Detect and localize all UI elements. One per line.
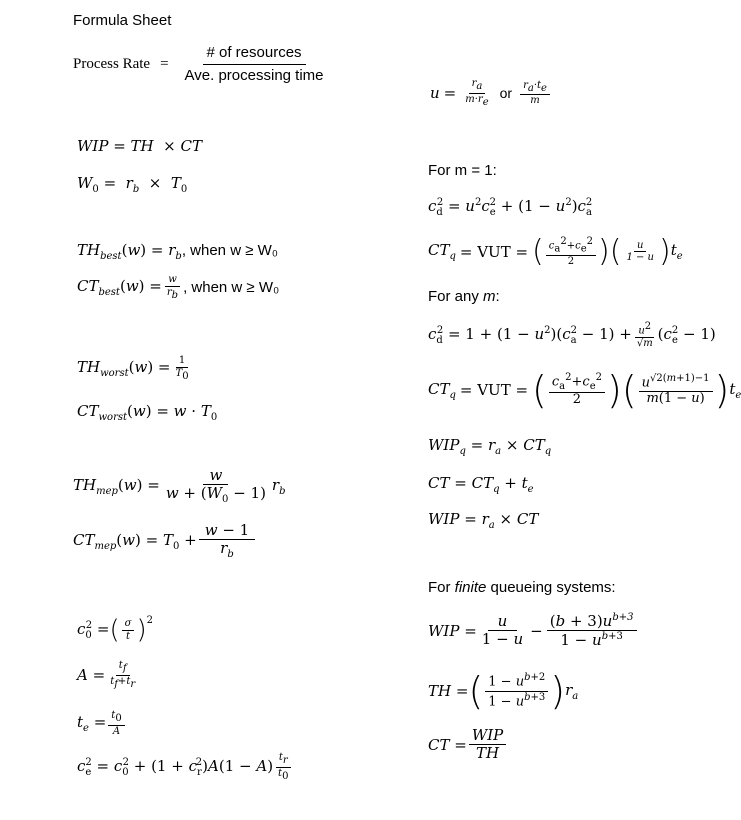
th-best-formula: $TH_{best}(w) = r_b$, when w ≥ W₀ <box>77 241 278 262</box>
th-finite-formula: TH = ( $\frac{1 - u^{b+2}}{1 - u^{b+3}}$ ) $r_a$ <box>428 669 579 713</box>
process-rate-fraction <box>181 44 328 85</box>
th-mep-formula: $TH_{mep}(w)$ = $\frac{w}{w + (W_0 - 1)}$ $r_b$ <box>73 466 286 506</box>
equals-sign: = <box>160 55 169 72</box>
wip-ra-ct-formula: WIP = $r_a$ × CT <box>428 510 539 531</box>
wipq-formula: $WIP_q = r_a \times CT_q$ <box>428 436 552 457</box>
ce-squared-formula: $c_e^2 = c_0^2 + (1 + c_r^2)A(1 - A)$ $\frac{t_r}{t_0}$ <box>77 752 293 782</box>
or-text: or <box>499 85 513 101</box>
th-worst-formula: $TH_{worst}(w)$ = $\frac{1}{T_0}$ <box>77 355 189 382</box>
process-rate-formula <box>73 44 330 85</box>
a-formula: A = $\frac{t_f}{t_f+t_r}$ <box>77 660 136 690</box>
cd2-any-m-formula: $c_d^2 = 1 + (1 - u^2)(c_a^2 - 1)$ + $\frac{u^2}{√m}$ $(c_e^2 - 1)$ <box>428 321 716 349</box>
ct-mep-formula: $CT_{mep}(w) = T_0$ + $\frac{w - 1}{r_b}$ <box>73 522 257 561</box>
for-any-m-label: For any m: <box>428 288 500 305</box>
ctq-m1-formula: $CT_q$ = VUT = ( $\frac{c_a^2+c_e^2}{2}$ ) ( $\frac{u}{1 - u}$ ) $t_e$ <box>428 234 683 269</box>
process-rate-label: Process Rate <box>73 55 151 72</box>
process-rate-numerator: # of resources <box>203 44 306 65</box>
te-formula: $t_e$ = $\frac{t_0}{A}$ <box>77 710 127 737</box>
wip-formula: WIP = TH × CT <box>77 137 202 155</box>
th-best-condition: , when w ≥ W₀ <box>181 242 278 259</box>
ct-finite-formula: CT = $\frac{\text{WIP}}{TH}$ <box>428 727 508 763</box>
for-m1-label: For m = 1: <box>428 162 497 179</box>
w0-formula: $W_0 = r_b \times T_0$ <box>77 174 188 195</box>
ctq-any-m-formula: $CT_q$ = VUT = ( $\frac{c_a^2+c_e^2}{2}$ ) ( $\frac{u^{√2(m+1)-1}}{m(1 - u)}$ ) $t_e$ <box>428 368 741 412</box>
process-rate-denominator: Ave. processing time <box>184 67 324 85</box>
wip-finite-formula: WIP = $\frac{u}{1 - u}$ − $\frac{(b + 3)u^{b+3}}{1 - u^{b+3}}$ <box>428 612 639 650</box>
utilization-formula: u = $\frac{r_a}{m\cdot r_e}$ or $\frac{r_a\cdot t_e}{m}$ <box>430 78 552 108</box>
ct-best-condition: , when w ≥ W₀ <box>183 279 280 296</box>
finite-queue-label: For finite queueing systems: <box>428 579 616 596</box>
c0-squared-formula: $c_0^2$ = ( $\frac{\sigma}{t}$ ) $^2$ <box>77 615 154 645</box>
ct-best-formula: $CT_{best}(w)$ = $\frac{w}{r_b}$ , when w ≥ W₀ <box>77 274 280 301</box>
page-title: Formula Sheet <box>73 12 172 29</box>
ct-formula: CT = $CT_q + t_e$ <box>428 474 534 495</box>
ct-worst-formula: $CT_{worst}(w) = w \cdot T_0$ <box>77 402 218 423</box>
cd2-m1-formula: $c_d^2 = u^2c_e^2 + (1 - u^2)c_a^2$ <box>428 197 593 218</box>
